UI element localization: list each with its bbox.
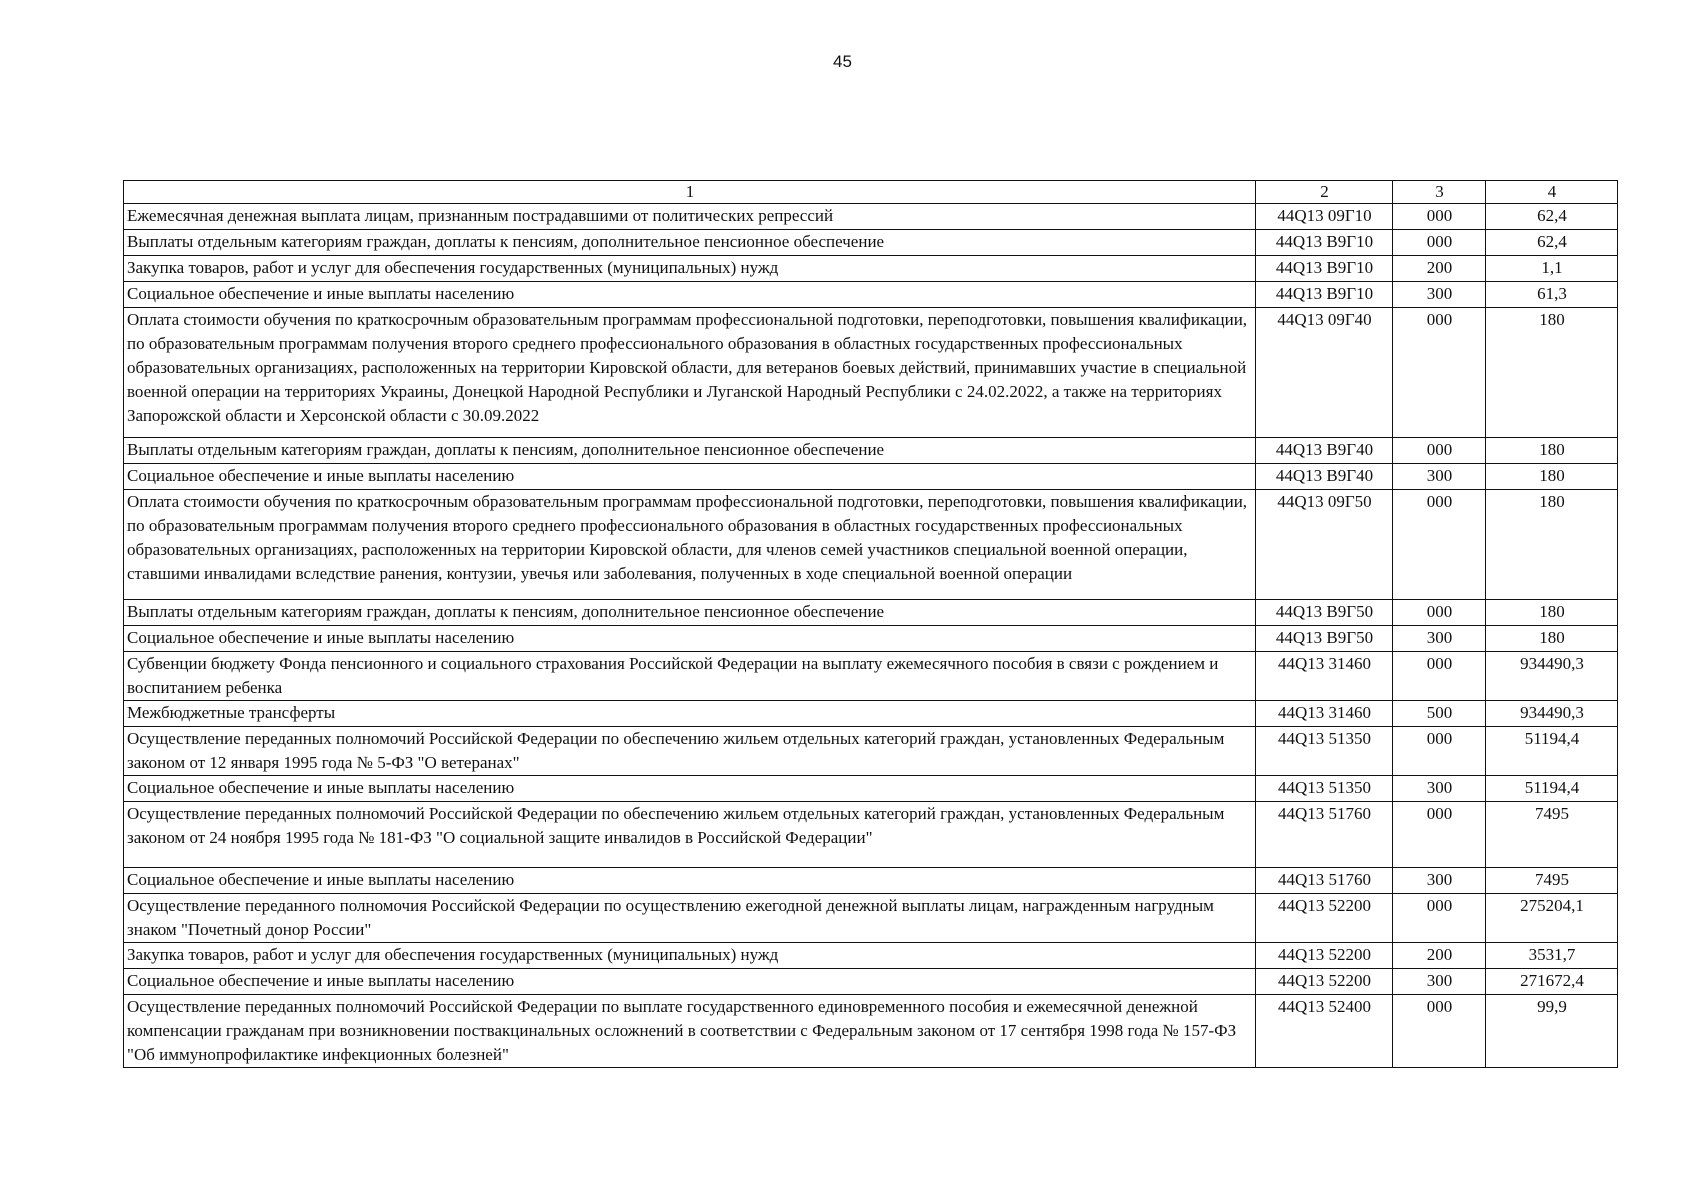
row-expense-type-cell: 200 [1393, 943, 1486, 969]
row-expense-type-cell: 000 [1393, 995, 1486, 1068]
row-name-cell: Выплаты отдельным категориям граждан, доплаты к пенсиям, дополнительное пенсионное обеспечение [124, 230, 1256, 256]
row-amount-cell: 1,1 [1486, 256, 1618, 282]
row-amount-cell: 3531,7 [1486, 943, 1618, 969]
table-row [124, 600, 1618, 626]
row-amount-cell: 271672,4 [1486, 969, 1618, 995]
table-row [124, 230, 1618, 256]
row-amount-cell: 275204,1 [1486, 894, 1618, 943]
row-amount-cell: 934490,3 [1486, 652, 1618, 701]
row-expense-type-cell: 300 [1393, 868, 1486, 894]
table-row [124, 308, 1618, 438]
table-row [124, 464, 1618, 490]
table-row [124, 727, 1618, 776]
row-expense-type-cell: 000 [1393, 490, 1486, 600]
row-amount-cell: 180 [1486, 626, 1618, 652]
row-code-cell: 44Q13 В9Г10 [1256, 256, 1393, 282]
row-name-cell: Межбюджетные трансферты [124, 701, 1256, 727]
table-row [124, 868, 1618, 894]
row-amount-cell: 7495 [1486, 868, 1618, 894]
row-amount-cell: 180 [1486, 464, 1618, 490]
row-name-cell: Социальное обеспечение и иные выплаты населению [124, 868, 1256, 894]
table-row [124, 802, 1618, 868]
row-expense-type-cell: 300 [1393, 776, 1486, 802]
row-name-cell: Закупка товаров, работ и услуг для обеспечения государственных (муниципальных) нужд [124, 943, 1256, 969]
row-code-cell: 44Q13 31460 [1256, 652, 1393, 701]
row-name-cell: Осуществление переданных полномочий Российской Федерации по обеспечению жильем отдельных категорий граждан, установленных Федеральным законом от 24 ноября 1995 года № 181-ФЗ "О социальной защите инвалидов в Российской Федерации" [124, 802, 1256, 868]
page-number: 45 [833, 52, 852, 71]
row-expense-type-cell: 000 [1393, 727, 1486, 776]
row-code-cell: 44Q13 51350 [1256, 776, 1393, 802]
header-cell-3: 3 [1393, 181, 1486, 204]
row-code-cell: 44Q13 В9Г10 [1256, 282, 1393, 308]
table-row [124, 776, 1618, 802]
row-code-cell: 44Q13 09Г10 [1256, 204, 1393, 230]
row-name-cell: Оплата стоимости обучения по краткосрочным образовательным программам профессиональной подготовки, переподготовки, повышения квалификации, по образовательным программам получения второго среднего профессионального образования в областных государственных профессиональных образовательных организациях, расположенных на территории Кировской области, для ветеранов боевых действий, принимавших участие в специальной военной операции на территориях Украины, Донецкой Народной Республики и Луганской Народный Республики с 24.02.2022, а также на территориях Запорожской области и Херсонской области с 30.09.2022 [124, 308, 1256, 438]
row-amount-cell: 180 [1486, 308, 1618, 438]
row-expense-type-cell: 000 [1393, 230, 1486, 256]
header-cell-4: 4 [1486, 181, 1618, 204]
row-amount-cell: 61,3 [1486, 282, 1618, 308]
row-expense-type-cell: 300 [1393, 969, 1486, 995]
row-code-cell: 44Q13 52200 [1256, 894, 1393, 943]
table-row [124, 626, 1618, 652]
row-code-cell: 44Q13 51350 [1256, 727, 1393, 776]
row-code-cell: 44Q13 В9Г50 [1256, 626, 1393, 652]
table-row [124, 256, 1618, 282]
row-expense-type-cell: 000 [1393, 802, 1486, 868]
row-name-cell: Оплата стоимости обучения по краткосрочным образовательным программам профессиональной подготовки, переподготовки, повышения квалификации, по образовательным программам получения второго среднего профессионального образования в областных государственных профессиональных образовательных организациях, расположенных на территории Кировской области, для членов семей участников специальной военной операции, ставшими инвалидами вследствие ранения, контузии, увечья или заболевания, полученных в ходе специальной военной операции [124, 490, 1256, 600]
row-expense-type-cell: 300 [1393, 626, 1486, 652]
row-amount-cell: 180 [1486, 438, 1618, 464]
row-expense-type-cell: 200 [1393, 256, 1486, 282]
row-expense-type-cell: 000 [1393, 204, 1486, 230]
row-name-cell: Социальное обеспечение и иные выплаты населению [124, 626, 1256, 652]
row-amount-cell: 99,9 [1486, 995, 1618, 1068]
row-code-cell: 44Q13 09Г50 [1256, 490, 1393, 600]
row-name-cell: Выплаты отдельным категориям граждан, доплаты к пенсиям, дополнительное пенсионное обеспечение [124, 438, 1256, 464]
row-amount-cell: 62,4 [1486, 230, 1618, 256]
row-expense-type-cell: 300 [1393, 282, 1486, 308]
row-amount-cell: 180 [1486, 490, 1618, 600]
row-name-cell: Субвенции бюджету Фонда пенсионного и социального страхования Российской Федерации на выплату ежемесячного пособия в связи с рождением и воспитанием ребенка [124, 652, 1256, 701]
row-amount-cell: 7495 [1486, 802, 1618, 868]
table-row [124, 490, 1618, 600]
row-code-cell: 44Q13 09Г40 [1256, 308, 1393, 438]
row-code-cell: 44Q13 31460 [1256, 701, 1393, 727]
row-code-cell: 44Q13 52200 [1256, 969, 1393, 995]
row-name-cell: Социальное обеспечение и иные выплаты населению [124, 776, 1256, 802]
table-row [124, 943, 1618, 969]
row-expense-type-cell: 000 [1393, 600, 1486, 626]
table-row [124, 438, 1618, 464]
table-row [124, 204, 1618, 230]
row-code-cell: 44Q13 51760 [1256, 868, 1393, 894]
table-row [124, 995, 1618, 1068]
row-amount-cell: 934490,3 [1486, 701, 1618, 727]
table-body [124, 181, 1618, 1068]
header-cell-2: 2 [1256, 181, 1393, 204]
table-row [124, 701, 1618, 727]
row-code-cell: 44Q13 В9Г10 [1256, 230, 1393, 256]
table-row [124, 894, 1618, 943]
table-row [124, 652, 1618, 701]
row-amount-cell: 62,4 [1486, 204, 1618, 230]
row-amount-cell: 51194,4 [1486, 776, 1618, 802]
row-expense-type-cell: 500 [1393, 701, 1486, 727]
row-name-cell: Осуществление переданного полномочия Российской Федерации по осуществлению ежегодной денежной выплаты лицам, награжденным нагрудным знаком "Почетный донор России" [124, 894, 1256, 943]
row-name-cell: Социальное обеспечение и иные выплаты населению [124, 464, 1256, 490]
row-expense-type-cell: 000 [1393, 438, 1486, 464]
row-code-cell: 44Q13 52400 [1256, 995, 1393, 1068]
row-name-cell: Социальное обеспечение и иные выплаты населению [124, 969, 1256, 995]
row-code-cell: 44Q13 52200 [1256, 943, 1393, 969]
table-header-row [124, 181, 1618, 204]
budget-table [123, 180, 1618, 1068]
row-code-cell: 44Q13 В9Г40 [1256, 464, 1393, 490]
row-code-cell: 44Q13 51760 [1256, 802, 1393, 868]
header-cell-1: 1 [124, 181, 1256, 204]
row-name-cell: Социальное обеспечение и иные выплаты населению [124, 282, 1256, 308]
row-code-cell: 44Q13 В9Г40 [1256, 438, 1393, 464]
row-name-cell: Осуществление переданных полномочий Российской Федерации по обеспечению жильем отдельных категорий граждан, установленных Федеральным законом от 12 января 1995 года № 5-ФЗ "О ветеранах" [124, 727, 1256, 776]
row-name-cell: Выплаты отдельным категориям граждан, доплаты к пенсиям, дополнительное пенсионное обеспечение [124, 600, 1256, 626]
row-expense-type-cell: 000 [1393, 894, 1486, 943]
row-expense-type-cell: 000 [1393, 652, 1486, 701]
row-expense-type-cell: 300 [1393, 464, 1486, 490]
row-amount-cell: 180 [1486, 600, 1618, 626]
table-row [124, 969, 1618, 995]
row-amount-cell: 51194,4 [1486, 727, 1618, 776]
table-row [124, 282, 1618, 308]
row-name-cell: Закупка товаров, работ и услуг для обеспечения государственных (муниципальных) нужд [124, 256, 1256, 282]
row-code-cell: 44Q13 В9Г50 [1256, 600, 1393, 626]
row-name-cell: Осуществление переданных полномочий Российской Федерации по выплате государственного единовременного пособия и ежемесячной денежной компенсации гражданам при возникновении поствакцинальных осложнений в соответствии с Федеральным законом от 17 сентября 1998 года № 157-ФЗ "Об иммунопрофилактике инфекционных болезней" [124, 995, 1256, 1068]
row-expense-type-cell: 000 [1393, 308, 1486, 438]
row-name-cell: Ежемесячная денежная выплата лицам, признанным пострадавшими от политических репрессий [124, 204, 1256, 230]
